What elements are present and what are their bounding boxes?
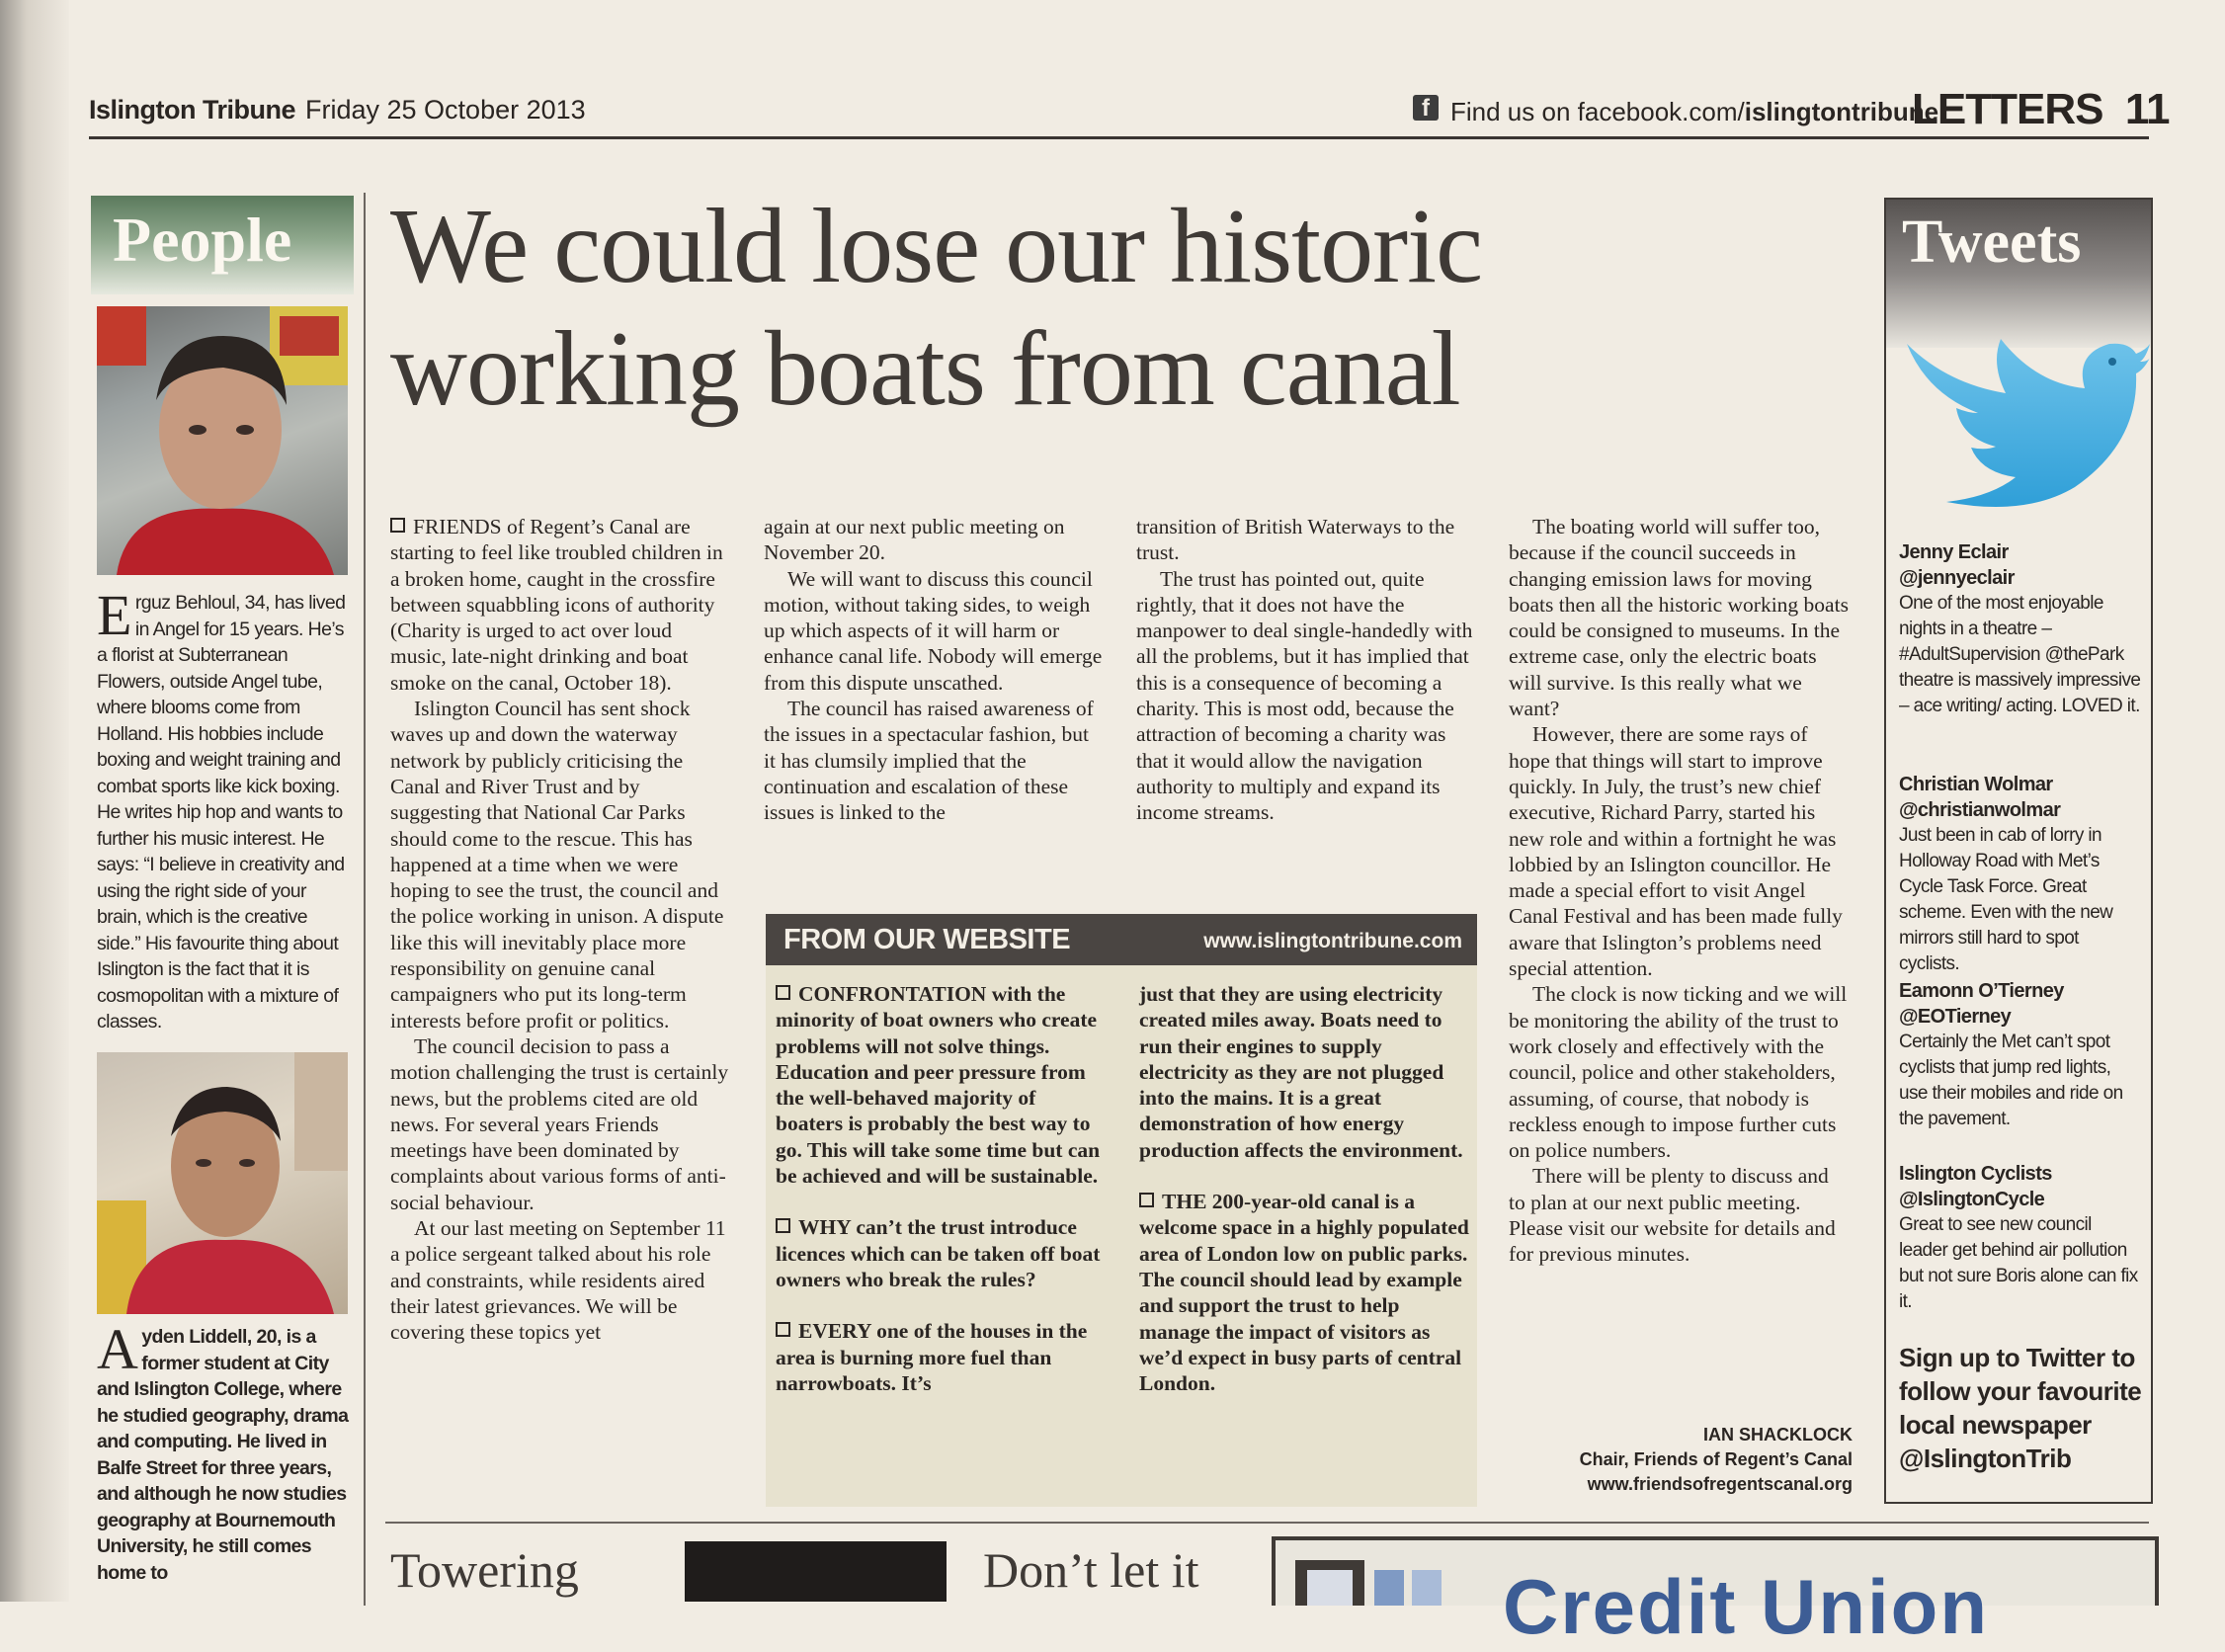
header-rule — [89, 136, 2149, 139]
bio-1-drop-cap: E — [97, 583, 131, 647]
article-column-4 — [1509, 514, 1850, 1268]
tweet-author: Eamonn O’Tierney — [1899, 980, 2064, 1002]
paragraph: FRIENDS of Regent’s Canal are starting to feel like troubled children in a broken home, caught in the crossfire between squabbling icons of authority (Charity is urged to act over loud music, late-night drinking and boat smoke on the canal, October 18). — [390, 515, 723, 695]
people-heading: People — [113, 205, 292, 275]
people-bio-2: Ayden Liddell, 20, is a former student at City and Islington College, where he studied geography, drama and computing. He lived in Balfe Street for three years, and although he now studies geography at Bournemouth University, he still comes home to — [97, 1317, 349, 1584]
issue-date: Friday 25 October 2013 — [305, 95, 586, 124]
website-comments-column-1 — [776, 981, 1107, 1422]
tweets-heading: Tweets — [1902, 208, 2082, 276]
square-bullet-icon — [776, 1218, 790, 1233]
advert-headline: Credit Union — [1503, 1563, 1989, 1650]
website-box-title: FROM OUR WEBSITE — [783, 924, 1071, 955]
tweet-author: Islington Cyclists — [1899, 1163, 2052, 1185]
tweet-author: Jenny Eclair — [1899, 541, 2009, 563]
portrait-photo-2 — [97, 1052, 348, 1314]
paragraph: We will want to discuss this council motion, without taking sides, to weigh up which aspects of it will harm or enhance canal life. Nobody will emerge from this dispute unscathed. — [764, 566, 1103, 695]
page-number: 11 — [2124, 85, 2170, 133]
reader-comment: EVERY one of the houses in the area is burning more fuel than narrowboats. It’s — [776, 1319, 1088, 1395]
square-bullet-icon — [390, 518, 405, 533]
paragraph: There will be plenty to discuss and to plan at our next public meeting. Please visit our website for details and for previous minutes. — [1509, 1164, 1836, 1267]
article-headline: We could lose our historic working boats from canal — [390, 188, 1483, 428]
bio-2-drop-cap: A — [97, 1317, 138, 1381]
reader-comment: just that they are using electricity created miles away. Boats need to run their engines to supply electricity as they are not plugged into the mains. It is a great demonstration of how energy production affects the environment. — [1139, 982, 1463, 1162]
website-url[interactable]: www.islingtontribune.com — [1203, 930, 1462, 952]
paragraph: However, there are some rays of hope that things will start to improve quickly. In July, the trust’s new chief executive, Richard Parry, started his new role and within a fortnight he was lobbied by an Islington councillor. He made a special effort to visit Angel Canal Festival and has been made fully aware that Islington’s problems need special attention. — [1509, 722, 1843, 981]
bottom-rule — [385, 1522, 2149, 1524]
header-right — [1413, 85, 2170, 134]
paragraph: again at our next public meeting on November 20. — [764, 515, 1065, 565]
tweet-handle[interactable]: @christianwolmar — [1899, 799, 2061, 821]
letter-signature — [1482, 1423, 1853, 1497]
page-binding-shadow — [0, 0, 69, 1602]
advert-logo-blocks — [1295, 1560, 1453, 1606]
paragraph: transition of British Waterways to the trust. — [1136, 515, 1455, 565]
next-story-teaser-2: Don’t let it — [983, 1542, 1199, 1598]
reader-comment: CONFRONTATION with the minority of boat owners who create problems will not solve things. Education and peer pressure from the well-behaved majority of boaters is probably the best way to go. This will take some time but can be achieved and will be sustainable. — [776, 982, 1101, 1189]
paragraph: The council decision to pass a motion challenging the trust is certainly news, but the problems cited are old news. For several years Friends meetings have been dominated by complaints about various forms of anti-social behaviour. — [390, 1033, 729, 1214]
tweet-handle[interactable]: @jennyeclair — [1899, 567, 2015, 589]
publication-name: Islington Tribune — [89, 95, 295, 124]
article-column-2 — [764, 514, 1105, 826]
reader-comment: THE 200-year-old canal is a welcome space in a highly populated area of London low on public parks. The council should lead by example and support the trust to help manage the impact of visitors as we’d expect in busy parts of central London. — [1139, 1190, 1469, 1396]
square-bullet-icon — [776, 1322, 790, 1337]
reader-comment: WHY can’t the trust introduce licences which can be taken off boat owners who break the rules? — [776, 1215, 1101, 1291]
credit-union-advert — [1272, 1536, 2159, 1650]
tweet-item — [1899, 539, 2141, 719]
next-story-teaser-1: Towering — [390, 1542, 579, 1598]
article-column-1 — [390, 514, 731, 1346]
tweet-item — [1899, 978, 2141, 1132]
square-bullet-icon — [1139, 1193, 1154, 1207]
paragraph: At our last meeting on September 11 a police sergeant talked about his role and constraints, while residents aired their latest grievances. We will be covering these topics yet — [390, 1216, 726, 1345]
portrait-photo-1 — [97, 306, 348, 575]
paragraph: Islington Council has sent shock waves up and down the waterway network by publicly criticising the Canal and River Trust and by suggesting that National Car Parks should come to the rescue. This has happened at a time when we were hoping to see the trust, the council and the police working in unison. A dispute like this will inevitably place more responsibility on genuine canal campaigners who put its long-term interests before profit or politics. — [390, 697, 724, 1032]
paragraph: The trust has pointed out, quite rightly, that it does not have the manpower to deal single-handedly with all the problems, but it has implied that this is a consequence of becoming a charity. This is most odd, because the attraction of becoming a charity was that it would allow the navigation authority to multiply and expand its income streams. — [1136, 566, 1473, 825]
tweet-text: One of the most enjoyable nights in a theatre – #AdultSupervision @thePark theatre is massively impressive – ace writing/ acting. LOVED it. — [1899, 593, 2141, 716]
tweet-author: Christian Wolmar — [1899, 774, 2053, 795]
tweet-handle[interactable]: @EOTierney — [1899, 1006, 2012, 1028]
column-rule — [364, 193, 366, 1606]
tweet-text: Certainly the Met can’t spot cyclists that jump red lights, use their mobiles and ride on the pavement. — [1899, 1032, 2123, 1129]
signature-role: Chair, Friends of Regent’s Canal — [1579, 1449, 1853, 1469]
article-column-3 — [1136, 514, 1477, 826]
twitter-signup-cta: Sign up to Twitter to follow your favourite local newspaper @IslingtonTrib — [1899, 1343, 2142, 1473]
tweet-item — [1899, 772, 2141, 977]
signature-url[interactable]: www.friendsofregentscanal.org — [1587, 1474, 1853, 1494]
tweet-text: Just been in cab of lorry in Holloway Road with Met’s Cycle Task Force. Great scheme. Even with the new mirrors still hard to spot cyclists. — [1899, 825, 2113, 974]
paragraph: The boating world will suffer too, because if the council succeeds in changing emission laws for moving boats then all the historic working boats could be consigned to museums. In the extreme case, only the electric boats will survive. Is this really what we want? — [1509, 515, 1849, 721]
signature-name: IAN SHACKLOCK — [1703, 1425, 1853, 1445]
section-label: LETTERS 11 — [1912, 85, 2170, 133]
tweet-text: Great to see new council leader get behind air pollution but not sure Boris alone can fix it. — [1899, 1214, 2138, 1312]
masthead — [89, 95, 586, 125]
paragraph: The council has raised awareness of the issues in a spectacular fashion, but it has clumsily implied that the continuation and escalation of these issues is linked to the — [764, 697, 1094, 825]
people-heading-panel — [91, 196, 354, 294]
square-bullet-icon — [776, 985, 790, 1000]
people-bio-1: Erguz Behloul, 34, has lived in Angel for 15 years. He’s a florist at Subterranean Flowers, outside Angel tube, where blooms come from Holland. His hobbies include boxing and weight training and combat sports like kick boxing. He writes hip hop and wants to further his music interest. He says: “I believe in creativity and using the right side of your brain, which is the creative side.” His favourite thing about Islington is the fact that it is cosmopolitan with a mixture of classes. — [97, 583, 346, 1032]
tweet-item — [1899, 1161, 2141, 1315]
paragraph: The clock is now ticking and we will be monitoring the ability of the trust to work closely and effectively with the council, police and other stakeholders, assuming, of course, that nobody is reckless enough to impose further cuts on police numbers. — [1509, 982, 1848, 1163]
teaser-image — [685, 1541, 947, 1602]
website-comments-column-2 — [1139, 981, 1470, 1422]
facebook-icon: f — [1413, 95, 1439, 121]
twitter-bird-icon — [1887, 314, 2150, 537]
facebook-link[interactable]: Find us on facebook.com/islingtontribune — [1450, 97, 1939, 126]
tweet-handle[interactable]: @IslingtonCycle — [1899, 1189, 2045, 1210]
